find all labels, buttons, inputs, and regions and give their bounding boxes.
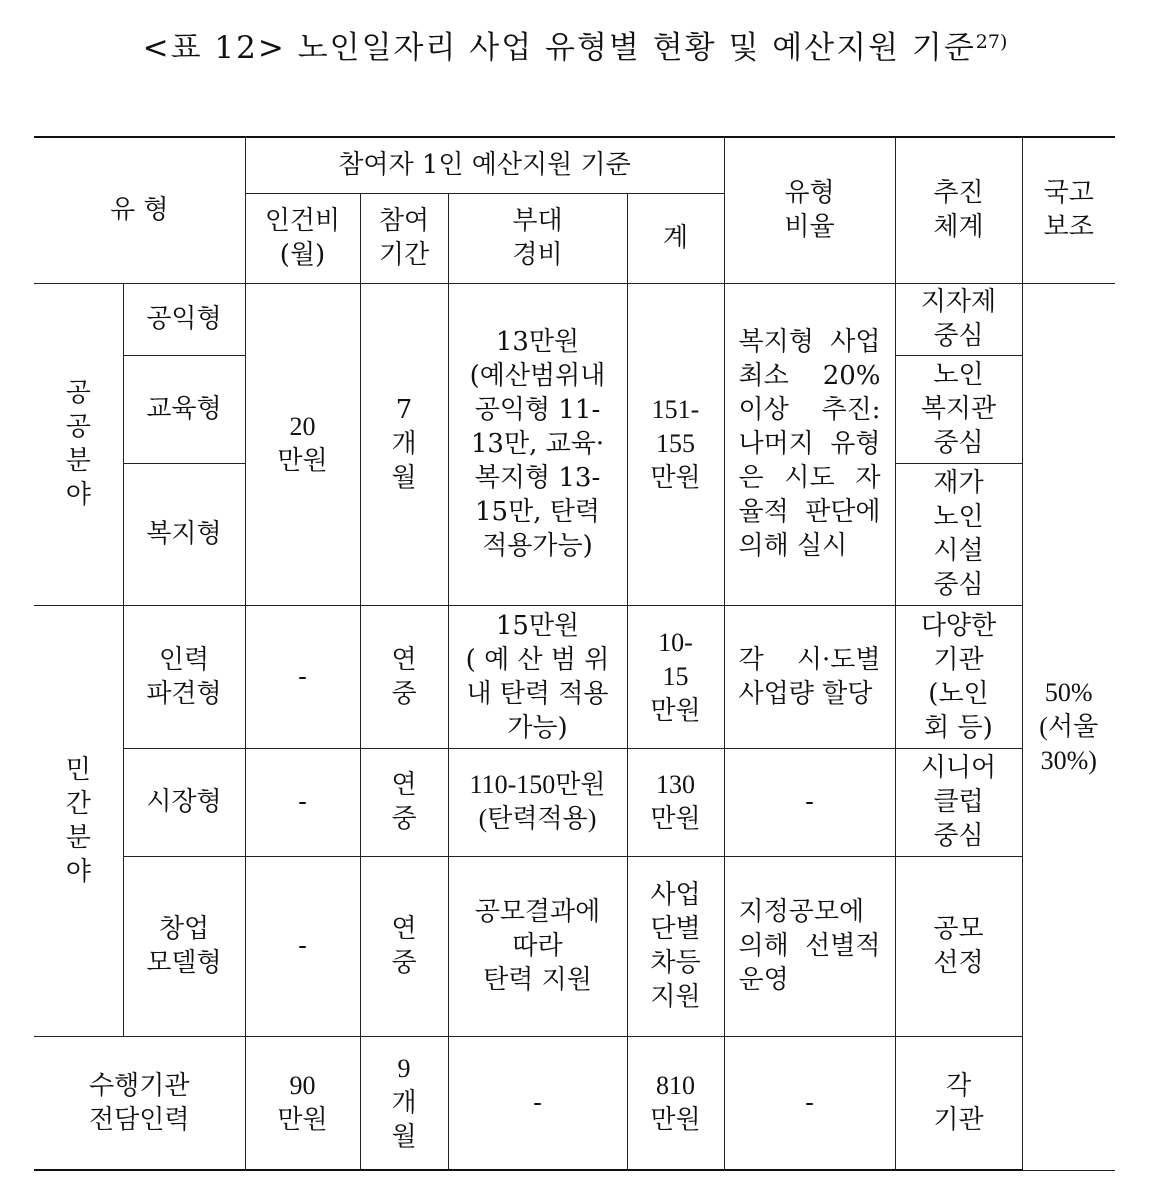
- private-ratio-3: 지정공모에 의해 선별적 운영: [724, 856, 895, 1036]
- staff-extra: -: [448, 1036, 627, 1170]
- public-system-2: 노인 복지관 중심: [895, 355, 1022, 463]
- caption-text: <표 12> 노인일자리 사업 유형별 현황 및 예산지원 기준: [142, 30, 976, 66]
- private-labor-1: -: [245, 605, 360, 748]
- staff-system: 각 기관: [895, 1036, 1022, 1170]
- staff-label: 수행기관 전담인력: [34, 1036, 245, 1170]
- private-system-3: 공모 선정: [895, 856, 1022, 1036]
- header-budget-group: 참여자 1인 예산지원 기준: [245, 137, 724, 193]
- private-extra-3: 공모결과에 따라 탄력 지원: [448, 856, 627, 1036]
- private-total-2: 130 만원: [627, 748, 724, 856]
- private-total-3: 사업 단별 차등 지원: [627, 856, 724, 1036]
- private-ratio-1: 각 시·도별 사업량 할당: [724, 605, 895, 748]
- private-system-1: 다양한 기관 (노인 회 등): [895, 605, 1022, 748]
- program-table: [34, 136, 1115, 1171]
- staff-period: 9개월: [391, 1053, 417, 1151]
- public-extra: 13만원 (예산범위내 공익형 11-13만, 교육·복지형 13-15만, 탄력 적용가능): [448, 283, 627, 605]
- table-caption: [0, 20, 1150, 70]
- private-extra-1: 15만원 ( 예 산 범 위 내 탄력 적용가능): [448, 605, 627, 748]
- public-system-3: 재가 노인 시설 중심: [895, 463, 1022, 605]
- private-extra-2: 110-150만원 (탄력적용): [448, 748, 627, 856]
- staff-ratio: -: [724, 1036, 895, 1170]
- private-system-2: 시니어 클럽 중심: [895, 748, 1022, 856]
- public-period: 7개월: [391, 395, 417, 493]
- private-category: 민간분야: [65, 754, 91, 887]
- header-ratio: 유형 비율: [724, 137, 895, 283]
- private-type-3: 창업 모델형: [123, 856, 245, 1036]
- public-type-3: 복지형: [123, 463, 245, 605]
- private-total-1: 10- 15 만원: [627, 605, 724, 748]
- public-labor: 20 만원: [245, 283, 360, 605]
- private-type-2: 시장형: [123, 748, 245, 856]
- private-period-3: 연중: [391, 914, 417, 978]
- public-type-1: 공익형: [123, 283, 245, 355]
- staff-labor: 90 만원: [245, 1036, 360, 1170]
- private-type-1: 인력 파견형: [123, 605, 245, 748]
- public-type-2: 교육형: [123, 355, 245, 463]
- header-total: 계: [627, 193, 724, 283]
- public-ratio: 복지형 사업 최소 20% 이상 추진: 나머지 유형은 시도 자율적 판단에 의해 실시: [724, 283, 895, 605]
- header-labor: 인건비 (월): [245, 193, 360, 283]
- header-system: 추진 체계: [895, 137, 1022, 283]
- header-type: 유 형: [34, 137, 245, 283]
- private-period-2: 연중: [391, 770, 417, 834]
- private-labor-2: -: [245, 748, 360, 856]
- header-subsidy: 국고 보조: [1022, 137, 1115, 283]
- header-extra: 부대 경비: [448, 193, 627, 283]
- footnote-mark: 27): [975, 31, 1008, 53]
- public-system-1: 지자제 중심: [895, 283, 1022, 355]
- public-total: 151- 155 만원: [627, 283, 724, 605]
- private-ratio-2: -: [724, 748, 895, 856]
- private-labor-3: -: [245, 856, 360, 1036]
- staff-total: 810 만원: [627, 1036, 724, 1170]
- private-period-1: 연중: [391, 644, 417, 709]
- header-period: 참여 기간: [360, 193, 448, 283]
- subsidy-value: 50% (서울 30%): [1022, 283, 1115, 1170]
- public-category: 공공분야: [65, 378, 91, 510]
